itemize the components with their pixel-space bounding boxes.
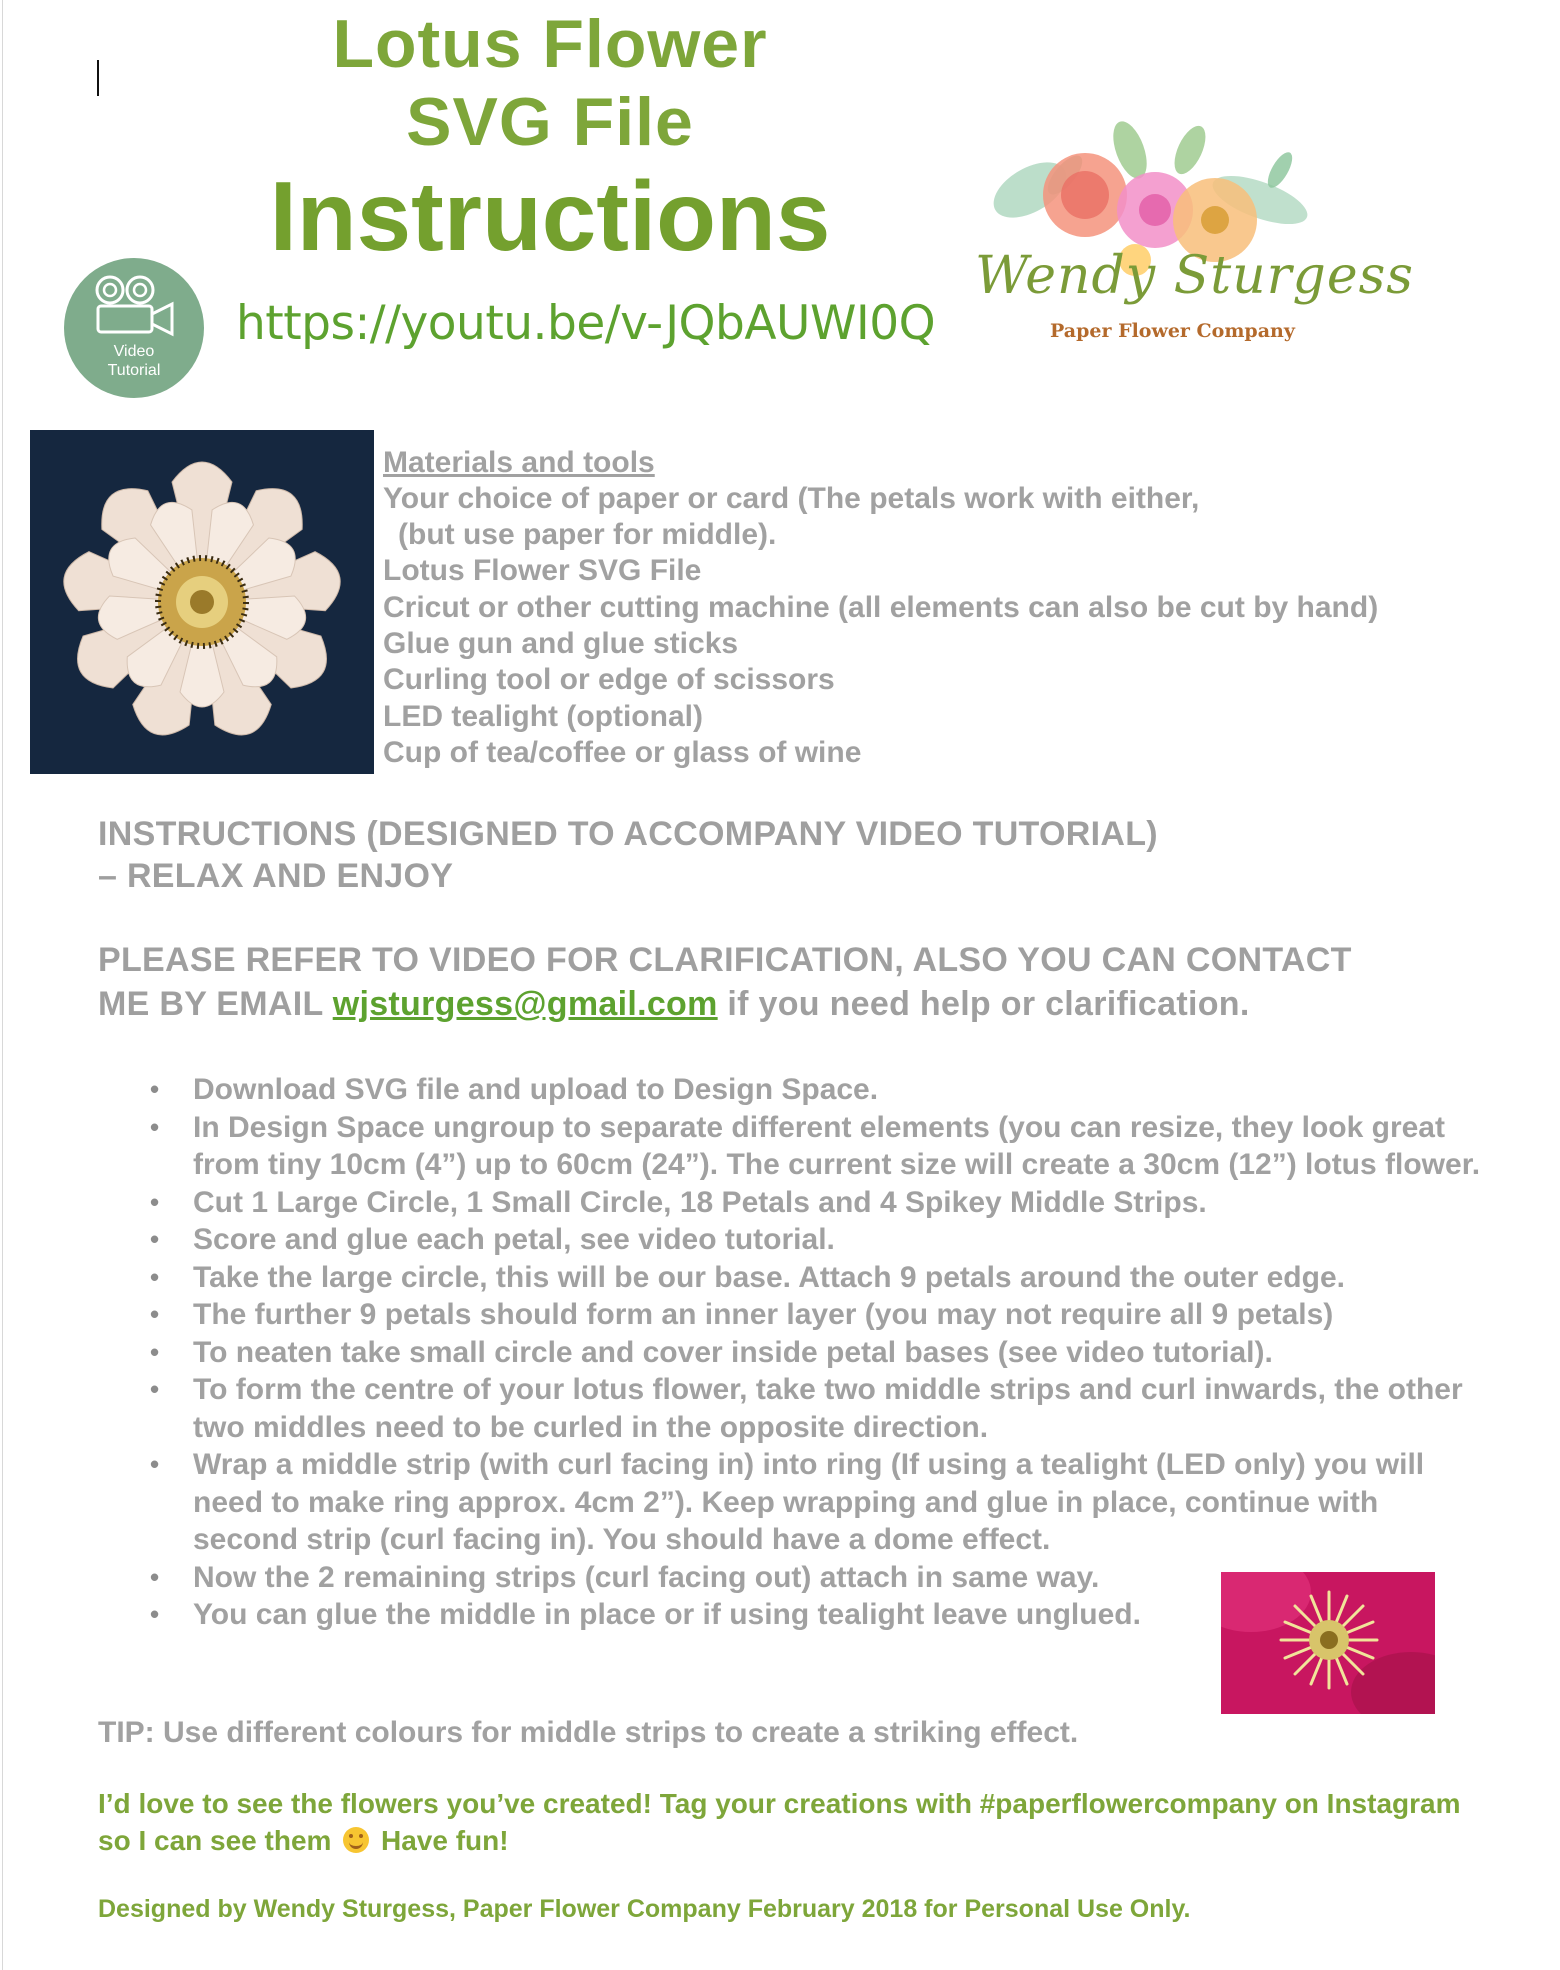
- video-badge-label-line-2: Tutorial: [107, 362, 161, 379]
- materials-item: (but use paper for middle).: [398, 518, 777, 551]
- footer-credit: Designed by Wendy Sturgess, Paper Flower Company February 2018 for Personal Use Only.: [98, 1895, 1191, 1923]
- step-item: • To form the centre of your lotus flower, take two middle strips and curl inwards, the other two middles need to be curled in the opposite direction.: [193, 1371, 1493, 1446]
- video-tutorial-badge[interactable]: [64, 258, 204, 398]
- step-item: • Download SVG file and upload to Design Space.: [193, 1071, 1493, 1109]
- lotus-flower-photo: [30, 430, 374, 774]
- refer-line-2-suffix: if you need help or clarification.: [717, 985, 1250, 1023]
- materials-item: Curling tool or edge of scissors: [383, 663, 835, 696]
- instructions-heading-line-2: – RELAX AND ENJOY: [98, 857, 454, 895]
- email-link[interactable]: wjsturgess@gmail.com: [332, 985, 718, 1023]
- step-item: • Wrap a middle strip (with curl facing in) into ring (If using a tealight (LED only) you will need to make ring approx. 4cm 2”). Keep wrapping and glue in place, continue with second strip (curl facing in). You should have a dome effect.: [193, 1446, 1433, 1559]
- logo-script-name: Wendy Sturgess: [975, 246, 1414, 306]
- step-item: • Cut 1 Large Circle, 1 Small Circle, 18 Petals and 4 Spikey Middle Strips.: [193, 1184, 1493, 1222]
- text-cursor: [97, 60, 99, 96]
- materials-item: Your choice of paper or card (The petals work with either,: [383, 482, 1200, 515]
- steps-list: [193, 1071, 1493, 1634]
- step-item: • Take the large circle, this will be our base. Attach 9 petals around the outer edge.: [193, 1259, 1493, 1297]
- youtube-link[interactable]: https://youtu.be/v-JQbAUWI0Q: [236, 296, 936, 351]
- step-item: • To neaten take small circle and cover inside petal bases (see video tutorial).: [193, 1334, 1493, 1372]
- closing-message: [98, 1785, 1478, 1859]
- materials-item: Cup of tea/coffee or glass of wine: [383, 736, 862, 769]
- video-camera-icon: [92, 274, 176, 340]
- tip-text: TIP: Use different colours for middle strips to create a striking effect.: [98, 1716, 1079, 1749]
- step-item: • Score and glue each petal, see video tutorial.: [193, 1221, 1493, 1259]
- instructions-heading-line-1: INSTRUCTIONS (DESIGNED TO ACCOMPANY VIDEO TUTORIAL): [98, 815, 1158, 853]
- step-item: • Now the 2 remaining strips (curl facing out) attach in same way.: [193, 1559, 1493, 1597]
- logo-subtitle: Paper Flower Company: [1050, 320, 1295, 342]
- page-edge-rule: [2, 0, 3, 1970]
- refer-line-2-prefix: ME BY EMAIL: [98, 985, 333, 1023]
- video-badge-label: [64, 342, 204, 380]
- smiley-icon: [343, 1827, 369, 1853]
- title-line-2: SVG File: [406, 84, 694, 160]
- materials-item: Lotus Flower SVG File: [383, 554, 702, 587]
- step-item: • In Design Space ungroup to separate different elements (you can resize, they look great from tiny 10cm (4”) up to 60cm (24”). The current size will create a 30cm (12”) lotus flower.: [193, 1109, 1493, 1184]
- step-item: • You can glue the middle in place or if using tealight leave unglued.: [193, 1596, 1493, 1634]
- closing-part-1: I’d love to see the flowers you’ve created! Tag your creations with #paperflowercompany on Instagram so I can see them: [98, 1788, 1461, 1856]
- materials-item: Cricut or other cutting machine (all elements can also be cut by hand): [383, 591, 1379, 624]
- materials-item: Glue gun and glue sticks: [383, 627, 739, 660]
- closing-part-2: Have fun!: [381, 1825, 509, 1856]
- title-line-1: Lotus Flower: [332, 6, 768, 82]
- refer-line-2: [98, 983, 1250, 1025]
- title-line-3: Instructions: [269, 161, 831, 271]
- flower-middle-photo: [1221, 1572, 1435, 1714]
- wendy-sturgess-logo: [960, 110, 1414, 360]
- materials-heading: Materials and tools: [383, 446, 655, 479]
- materials-item: LED tealight (optional): [383, 700, 703, 733]
- refer-line-1: PLEASE REFER TO VIDEO FOR CLARIFICATION, ALSO YOU CAN CONTACT: [98, 941, 1352, 979]
- step-item: • The further 9 petals should form an inner layer (you may not require all 9 petals): [193, 1296, 1493, 1334]
- video-badge-label-line-1: Video: [113, 343, 155, 360]
